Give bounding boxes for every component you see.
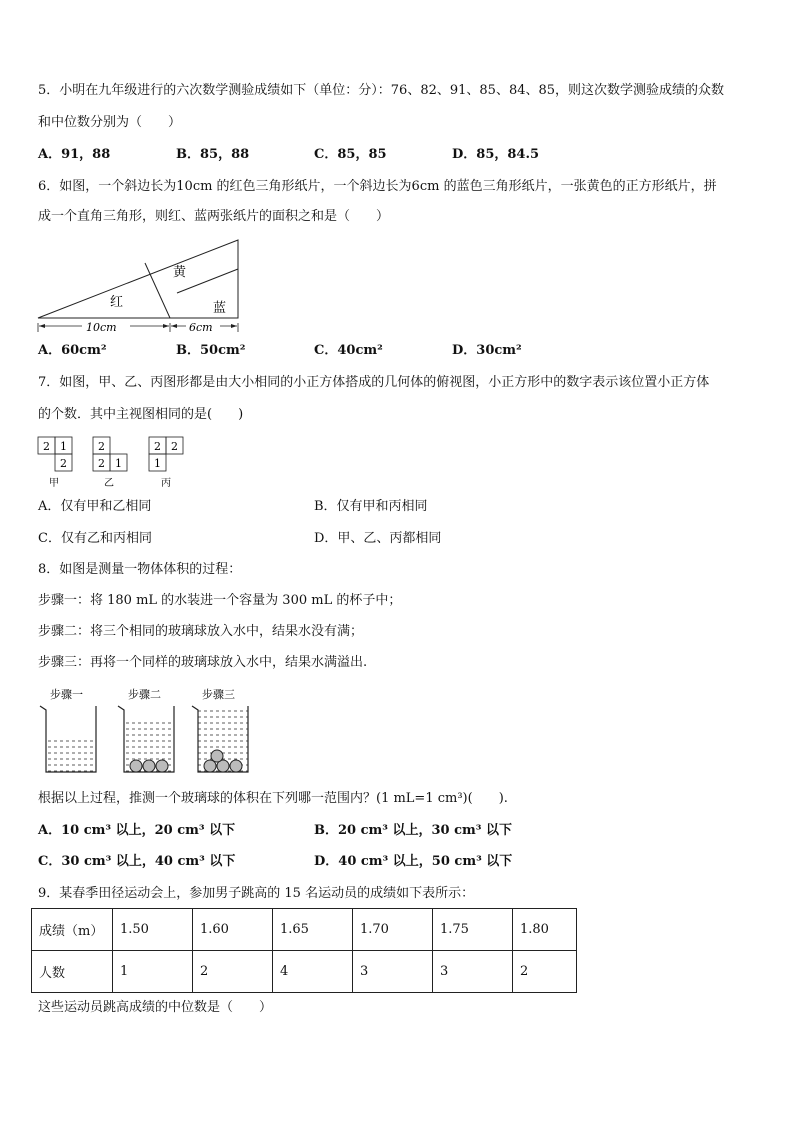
q5-option-b: B．85，88 [176, 147, 250, 162]
table-cell: 1.50 [113, 909, 193, 951]
q7-jia-cell: 1 [60, 440, 67, 453]
q6-big-triangle [38, 240, 238, 318]
q5-stem-line2: 和中位数分别为（ ） [38, 115, 182, 130]
table-cell: 3 [433, 951, 513, 993]
q6-square-edge [177, 269, 238, 293]
q7-option-a: A．仅有甲和乙相同 [38, 499, 152, 514]
q7-option-d: D．甲、乙、丙都相同 [314, 531, 442, 546]
q8-label-step2: 步骤二 [128, 688, 161, 701]
q8-glass-ball [130, 760, 142, 772]
q8-beaker-1 [40, 706, 96, 772]
q8-glass-ball [230, 760, 242, 772]
q7-bing-cell: 2 [171, 440, 178, 453]
table-cell: 1.65 [273, 909, 353, 951]
q7-option-b: B．仅有甲和丙相同 [314, 499, 428, 514]
q6-length-red: 10cm [86, 321, 117, 334]
q7-bing-cell: 2 [154, 440, 161, 453]
q6-label-red: 红 [110, 295, 124, 310]
q7-bing-cell: 1 [154, 457, 161, 470]
table-cell: 1.60 [193, 909, 273, 951]
q7-jia-cell: 2 [60, 457, 67, 470]
q9-question: 这些运动员跳高成绩的中位数是（ ） [38, 1000, 273, 1015]
table-header-score: 成绩（m） [32, 909, 113, 951]
q6-stem-line1: 6．如图，一个斜边长为10cm 的红色三角形纸片，一个斜边长为6cm 的蓝色三角形纸片，一张黄色的正方形纸片，拼 [38, 179, 717, 194]
q6-option-c: C．40cm² [314, 343, 383, 358]
q7-yi-cell: 2 [98, 457, 105, 470]
q8-glass-ball [143, 760, 155, 772]
q8-glass-ball [211, 750, 223, 762]
q6-length-blue: 6cm [189, 321, 213, 334]
q8-step1: 步骤一：将 180 mL 的水装进一个容量为 300 mL 的杯子中； [38, 593, 402, 608]
q8-option-a: A．10 cm³ 以上，20 cm³ 以下 [38, 823, 236, 838]
q7-jia-cell: 2 [43, 440, 50, 453]
q8-option-d: D．40 cm³ 以上，50 cm³ 以下 [314, 854, 513, 869]
q7-grid-yi [93, 437, 127, 489]
q6-triangle-figure [30, 232, 250, 337]
q6-label-blue: 蓝 [213, 301, 227, 316]
table-cell: 3 [353, 951, 433, 993]
q7-label-bing: 丙 [161, 478, 171, 489]
q7-grid-bing [149, 437, 183, 489]
q8-step2: 步骤二：将三个相同的玻璃球放入水中，结果水没有满； [38, 624, 364, 639]
q8-option-b: B．20 cm³ 以上，30 cm³ 以下 [314, 823, 513, 838]
q8-step3: 步骤三：再将一个同样的玻璃球放入水中，结果水满溢出. [38, 655, 368, 670]
q7-top-view-grids [36, 435, 196, 490]
q6-option-d: D．30cm² [452, 343, 522, 358]
q8-beakers-figure [36, 684, 266, 778]
q7-grid-jia [38, 437, 72, 489]
q7-stem-line1: 7．如图，甲、乙、丙图形都是由大小相同的小正方体搭成的几何体的俯视图，小正方形中的数字表示该位置小正方体 [38, 375, 710, 390]
q8-glass-ball [156, 760, 168, 772]
table-cell: 1.80 [513, 909, 577, 951]
q8-label-step1: 步骤一 [50, 688, 83, 701]
table-cell: 2 [513, 951, 577, 993]
q7-option-c: C．仅有乙和丙相同 [38, 531, 152, 546]
q6-option-a: A．60cm² [38, 343, 107, 358]
q6-stem-line2: 成一个直角三角形，则红、蓝两张纸片的面积之和是（ ） [38, 209, 390, 224]
table-row [32, 909, 577, 951]
table-header-count: 人数 [32, 951, 113, 993]
q7-yi-cell: 2 [98, 440, 105, 453]
q5-option-d: D．85，84.5 [452, 147, 540, 162]
table-row [32, 951, 577, 993]
q6-label-yellow: 黄 [173, 265, 187, 280]
q8-beaker-3 [192, 706, 248, 772]
q7-label-yi: 乙 [104, 478, 114, 489]
q8-label-step3: 步骤三 [202, 688, 235, 701]
q8-stem: 8．如图是测量一物体体积的过程： [38, 562, 242, 577]
q9-score-table [31, 908, 577, 993]
table-cell: 4 [273, 951, 353, 993]
table-cell: 1.70 [353, 909, 433, 951]
q8-beaker-2 [118, 706, 174, 772]
q7-stem-line2: 的个数．其中主视图相同的是( ) [38, 407, 244, 422]
table-cell: 2 [193, 951, 273, 993]
table-cell: 1 [113, 951, 193, 993]
q5-option-c: C．85，85 [314, 147, 387, 162]
table-cell: 1.75 [433, 909, 513, 951]
q8-question: 根据以上过程，推测一个玻璃球的体积在下列哪一范围内？(1 mL=1 cm³)( ). [38, 791, 508, 806]
q8-option-c: C．30 cm³ 以上，40 cm³ 以下 [38, 854, 236, 869]
q7-label-jia: 甲 [49, 478, 59, 489]
q6-option-b: B．50cm² [176, 343, 246, 358]
q7-yi-cell: 1 [115, 457, 122, 470]
q5-stem-line1: 5．小明在九年级进行的六次数学测验成绩如下（单位：分）：76、82、91、85、84、85，则这次数学测验成绩的众数 [38, 83, 725, 98]
q9-stem: 9．某春季田径运动会上，参加男子跳高的 15 名运动员的成绩如下表所示： [38, 886, 475, 901]
q5-option-a: A．91，88 [38, 147, 111, 162]
